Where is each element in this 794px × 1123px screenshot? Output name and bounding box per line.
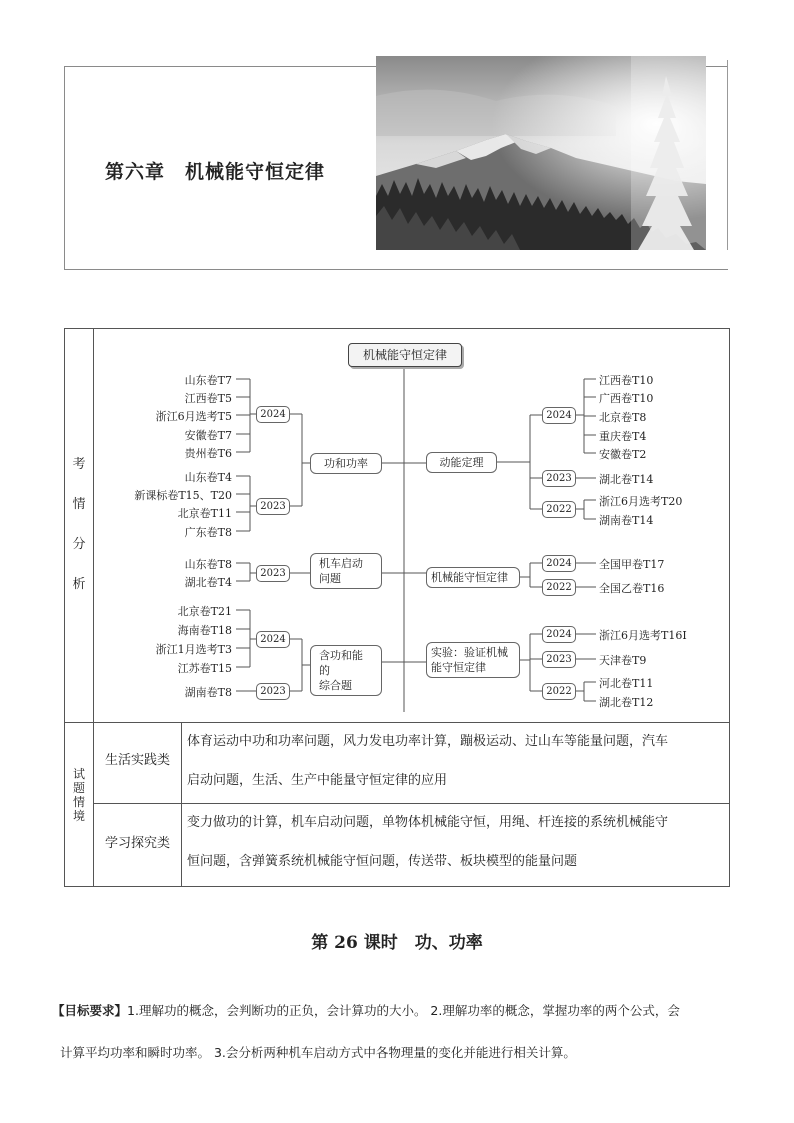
exam-item: 贵州卷T6	[184, 447, 232, 460]
analysis-label-2: 情	[72, 497, 86, 512]
exam-item: 广西卷T10	[599, 392, 654, 405]
mindmap-node-work-energy: 含功和能的 综合题	[310, 645, 382, 696]
exam-item: 安徽卷T2	[599, 448, 647, 461]
year-badge: 2024	[542, 626, 576, 643]
exam-item: 河北卷T11	[599, 677, 654, 690]
exam-item: 北京卷T11	[177, 507, 232, 520]
context-label-4: 境	[72, 809, 85, 823]
exam-item: 海南卷T18	[177, 624, 232, 637]
analysis-label-3: 分	[72, 537, 86, 552]
context-text-study	[187, 803, 727, 881]
mindmap-node-kinetic-theorem: 动能定理	[426, 452, 497, 473]
year-badge: 2024	[542, 555, 576, 572]
exam-item: 湖南卷T14	[599, 514, 654, 527]
mindmap-node-experiment: 实验：验证机械 能守恒定律	[426, 642, 520, 678]
context-type-life: 生活实践类	[105, 753, 171, 768]
exam-item: 浙江6月选考T20	[599, 495, 683, 508]
mindmap-node-work-power: 功和功率	[310, 453, 382, 474]
exam-item: 江西卷T10	[599, 374, 654, 387]
exam-item: 浙江6月选考T5	[155, 410, 232, 423]
exam-item: 山东卷T8	[184, 558, 232, 571]
context-label-1: 试	[72, 767, 85, 781]
exam-item: 江苏卷T15	[177, 662, 232, 675]
analysis-label-1: 考	[72, 457, 86, 472]
exam-item: 天津卷T9	[599, 654, 647, 667]
exam-item: 北京卷T8	[599, 411, 647, 424]
exam-item: 广东卷T8	[184, 526, 232, 539]
exam-item: 湖北卷T14	[599, 473, 654, 486]
exam-item: 全国乙卷T16	[599, 582, 665, 595]
exam-item: 湖北卷T4	[184, 576, 232, 589]
year-badge: 2023	[542, 651, 576, 668]
year-badge: 2024	[542, 407, 576, 424]
context-line: 恒问题，含弹簧系统机械能守恒问题，传送带、板块模型的能量问题	[187, 854, 578, 869]
exam-item: 湖南卷T8	[184, 686, 232, 699]
mindmap-node-conservation: 机械能守恒定律	[426, 567, 520, 588]
exam-item: 湖北卷T12	[599, 696, 654, 709]
year-badge: 2022	[542, 683, 576, 700]
context-label-3: 情	[72, 795, 85, 809]
year-badge: 2022	[542, 501, 576, 518]
exam-item: 新课标卷T15、T20	[134, 489, 232, 502]
year-badge: 2024	[256, 406, 290, 423]
context-line: 变力做功的计算，机车启动问题，单物体机械能守恒，用绳、杆连接的系统机械能守	[187, 815, 669, 830]
exam-item: 安徽卷T7	[184, 429, 232, 442]
goals-text: 1.理解功的概念，会判断功的正负，会计算功的大小。 2.理解功率的概念，掌握功率的两个公式，会计算平均功率和瞬时功率。 3.会分析两种机车启动方式中各物理量的变化并能进行相关计算。	[60, 1003, 680, 1060]
exam-item: 山东卷T4	[184, 471, 232, 484]
chapter-title: 第六章 机械能守恒定律	[105, 161, 326, 183]
year-badge: 2023	[256, 565, 290, 582]
year-badge: 2024	[256, 631, 290, 648]
year-badge: 2022	[542, 579, 576, 596]
lesson-title: 第 26 课时 功、功率	[311, 933, 483, 953]
exam-item: 江西卷T5	[184, 392, 232, 405]
context-type-study: 学习探究类	[105, 836, 171, 851]
exam-item: 浙江6月选考T16Ⅰ	[599, 629, 687, 642]
context-text-life	[187, 722, 727, 800]
context-line: 启动问题，生活、生产中能量守恒定律的应用	[187, 773, 448, 788]
context-line: 体育运动中功和功率问题，风力发电功率计算，蹦极运动、过山车等能量问题，汽车	[187, 734, 669, 749]
exam-item: 浙江1月选考T3	[155, 643, 232, 656]
analysis-label-4: 析	[72, 577, 86, 592]
year-badge: 2023	[542, 470, 576, 487]
goals-label: 【目标要求】	[52, 1003, 128, 1018]
exam-item: 山东卷T7	[184, 374, 232, 387]
exam-item: 北京卷T21	[177, 605, 232, 618]
learning-goals	[52, 990, 680, 1074]
exam-item: 重庆卷T4	[599, 430, 647, 443]
table-col-divider	[181, 722, 182, 886]
year-badge: 2023	[256, 498, 290, 515]
exam-item: 全国甲卷T17	[599, 558, 665, 571]
mindmap-root: 机械能守恒定律	[348, 343, 462, 367]
year-badge: 2023	[256, 683, 290, 700]
mindmap-node-vehicle-start: 机车启动 问题	[310, 553, 382, 589]
context-label-2: 题	[72, 781, 85, 795]
